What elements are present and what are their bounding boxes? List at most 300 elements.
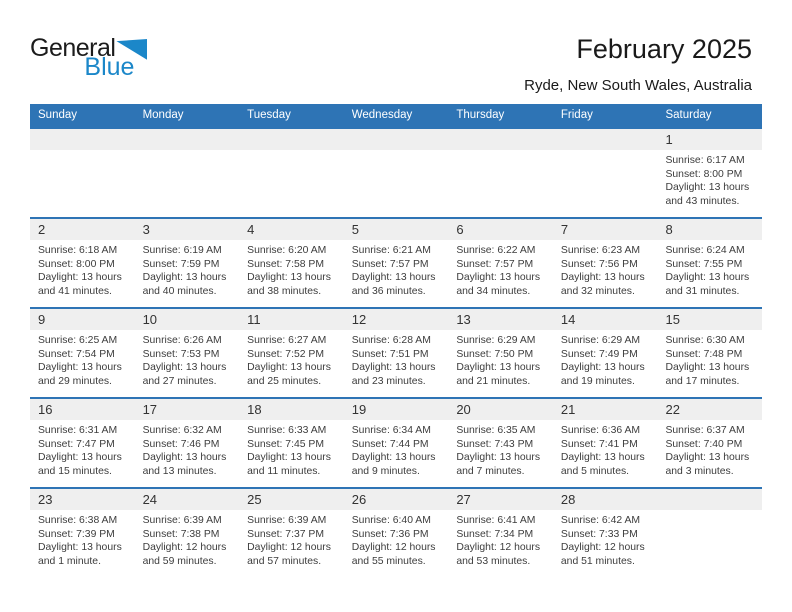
day-cell-9 [30,309,135,397]
daylight-line [38,271,130,298]
day-number: 3 [135,219,240,240]
sunrise-value: 6:28 AM [392,335,431,346]
daylight-label: Daylight: [142,542,184,553]
daylight-label: Daylight: [456,542,497,553]
day-number: 7 [553,219,658,240]
sunrise-line [247,424,339,438]
daylight-label: Daylight: [38,272,79,283]
daylight-label: Daylight: [456,272,497,283]
day-details [344,510,449,568]
sunset-label: Sunset: [351,258,387,270]
day-cell-6 [448,219,553,307]
day-number: 5 [344,219,449,240]
sunset-label: Sunset: [665,258,701,270]
sunrise-label: Sunrise: [456,425,495,436]
sunrise-line [38,514,130,528]
day-number: 10 [135,309,240,330]
daylight-label: Daylight: [247,452,288,463]
day-details [553,420,658,478]
daylight-label: Daylight: [351,452,393,463]
sunrise-line [665,244,757,258]
sunrise-line [352,244,444,258]
sunset-line [456,348,548,362]
sunrise-line [561,244,653,258]
sunrise-line [38,334,130,348]
sunset-label: Sunset: [560,528,597,540]
weekday-saturday: Saturday [665,109,712,121]
day-number: 16 [30,399,135,420]
day-number: 15 [657,309,762,330]
sunrise-value: 6:19 AM [183,245,222,256]
sunset-line [247,528,339,542]
sunset-label: Sunset: [142,438,178,450]
sunrise-label: Sunrise: [456,335,495,346]
daylight-value: 13 hours and 38 minutes. [247,272,331,297]
sunset-line [143,258,235,272]
day-number: 1 [657,129,762,150]
sunset-line [561,438,653,452]
daylight-line [352,271,444,298]
day-cell-empty [135,129,240,217]
sunset-line [665,348,757,362]
sunrise-value: 6:23 AM [601,245,641,256]
day-number: 23 [30,489,135,510]
daylight-line [247,541,339,568]
day-number: 12 [344,309,449,330]
sunrise-line [561,424,653,438]
daylight-value: 13 hours and 3 minutes. [665,452,750,477]
weekday-header-row [30,104,762,127]
sunset-value: 7:56 PM [599,258,638,270]
day-cell-22 [657,399,762,487]
calendar-table [30,104,762,577]
daylight-label: Daylight: [351,362,393,373]
sunset-value: 7:47 PM [76,438,115,450]
day-details [553,240,658,298]
general-blue-logo [30,34,147,82]
logo-text-general: General [30,34,116,62]
sunrise-label: Sunrise: [665,155,704,166]
day-number: 17 [135,399,240,420]
sunrise-label: Sunrise: [560,335,600,346]
sunset-value: 7:57 PM [389,258,429,270]
daylight-line [561,541,653,568]
sunrise-line [247,334,339,348]
day-cell-16 [30,399,135,487]
day-cell-empty [344,129,449,217]
day-cell-12 [344,309,449,397]
day-cell-empty [657,489,762,577]
daylight-label: Daylight: [560,272,602,283]
day-details [657,330,762,388]
sunset-label: Sunset: [456,348,492,360]
daylight-value: 13 hours and 27 minutes. [142,362,227,387]
sunset-line [38,258,130,272]
sunrise-label: Sunrise: [38,335,77,346]
sunset-line [143,348,235,362]
sunset-value: 7:54 PM [76,348,115,360]
day-number: 21 [553,399,658,420]
day-cell-25 [239,489,344,577]
day-number [239,129,344,150]
weekday-friday: Friday [560,109,593,121]
daylight-line [352,451,444,478]
day-details [344,420,449,478]
daylight-label: Daylight: [351,272,393,283]
daylight-label: Daylight: [665,182,706,193]
day-cell-empty [30,129,135,217]
daylight-label: Daylight: [247,272,288,283]
daylight-label: Daylight: [142,452,184,463]
day-cell-15 [657,309,762,397]
day-number [448,129,553,150]
sunrise-value: 6:17 AM [706,155,745,166]
daylight-line [456,451,548,478]
sunset-value: 7:46 PM [180,438,220,450]
sunrise-line [665,334,757,348]
sunrise-label: Sunrise: [38,515,77,526]
sunset-value: 8:00 PM [703,168,743,180]
daylight-label: Daylight: [38,362,79,373]
day-details [657,150,762,208]
sunrise-label: Sunrise: [665,245,704,256]
sunset-line [561,258,653,272]
day-number: 13 [448,309,553,330]
daylight-value: 13 hours and 43 minutes. [665,182,750,207]
day-number: 2 [30,219,135,240]
sunrise-label: Sunrise: [560,515,600,526]
day-cell-13 [448,309,553,397]
sunrise-value: 6:30 AM [706,335,745,346]
sunset-label: Sunset: [351,528,387,540]
daylight-line [456,361,548,388]
daylight-line [352,541,444,568]
sunrise-value: 6:40 AM [392,515,431,526]
day-number [30,129,135,150]
weekday-monday: Monday [142,109,184,121]
day-details [657,240,762,298]
sunset-value: 7:33 PM [599,528,638,540]
day-number [657,489,762,510]
day-number: 26 [344,489,449,510]
day-cell-1 [657,129,762,217]
day-number: 6 [448,219,553,240]
sunset-label: Sunset: [38,348,74,360]
day-cell-14 [553,309,658,397]
sunset-value: 7:55 PM [703,258,743,270]
day-details [30,240,135,298]
day-number: 22 [657,399,762,420]
sunrise-line [38,244,130,258]
sunset-label: Sunset: [560,348,597,360]
sunrise-line [561,514,653,528]
sunset-line [143,528,235,542]
sunset-line [561,348,653,362]
daylight-value: 12 hours and 55 minutes. [351,542,436,567]
sunrise-label: Sunrise: [142,335,181,346]
sunrise-value: 6:37 AM [706,425,745,436]
sunset-line [456,528,548,542]
daylight-line [561,451,653,478]
sunset-line [143,438,235,452]
sunrise-label: Sunrise: [351,335,390,346]
day-cell-3 [135,219,240,307]
sunrise-value: 6:42 AM [601,515,641,526]
sunset-value: 7:53 PM [180,348,220,360]
day-cell-21 [553,399,658,487]
sunrise-label: Sunrise: [247,335,286,346]
daylight-value: 13 hours and 15 minutes. [38,452,122,477]
day-cell-4 [239,219,344,307]
daylight-line [38,541,130,568]
sunset-line [352,258,444,272]
sunrise-line [352,424,444,438]
sunset-label: Sunset: [142,528,178,540]
daylight-value: 13 hours and 11 minutes. [247,452,331,477]
day-cell-23 [30,489,135,577]
day-cell-7 [553,219,658,307]
daylight-line [665,451,757,478]
daylight-line [665,361,757,388]
sunrise-line [38,424,130,438]
daylight-value: 13 hours and 34 minutes. [456,272,541,297]
sunrise-line [665,424,757,438]
sunset-line [665,258,757,272]
sunrise-value: 6:35 AM [497,425,536,436]
day-number: 25 [239,489,344,510]
weekday-thursday: Thursday [456,109,505,121]
daylight-label: Daylight: [560,362,602,373]
sunset-label: Sunset: [560,258,597,270]
sunrise-label: Sunrise: [247,245,286,256]
sunset-label: Sunset: [247,348,283,360]
day-cell-17 [135,399,240,487]
sunrise-line [143,334,235,348]
sunset-label: Sunset: [142,258,178,270]
daylight-line [665,181,757,208]
daylight-label: Daylight: [247,362,288,373]
weekday-wednesday: Wednesday [351,109,413,121]
sunrise-label: Sunrise: [247,515,286,526]
daylight-line [247,361,339,388]
day-cell-27 [448,489,553,577]
daylight-value: 12 hours and 53 minutes. [456,542,541,567]
day-number: 27 [448,489,553,510]
sunset-value: 7:34 PM [494,528,534,540]
sunrise-line [143,244,235,258]
day-cell-18 [239,399,344,487]
sunrise-label: Sunrise: [351,245,390,256]
sunset-line [352,438,444,452]
sunrise-value: 6:34 AM [392,425,431,436]
daylight-value: 13 hours and 5 minutes. [560,452,645,477]
logo-text-blue: Blue [84,53,135,81]
title-block [524,34,752,94]
daylight-line [143,361,235,388]
sunrise-value: 6:32 AM [183,425,222,436]
day-details [344,240,449,298]
day-cell-empty [448,129,553,217]
day-details [448,510,553,568]
day-details [344,330,449,388]
sunrise-value: 6:29 AM [601,335,641,346]
week-row [30,217,762,307]
day-cell-empty [239,129,344,217]
daylight-line [143,541,235,568]
sunset-line [665,438,757,452]
sunset-label: Sunset: [456,438,492,450]
sunrise-value: 6:41 AM [497,515,536,526]
sunrise-line [352,514,444,528]
daylight-label: Daylight: [456,362,497,373]
daylight-line [561,271,653,298]
daylight-line [38,451,130,478]
sunset-value: 7:41 PM [599,438,638,450]
daylight-value: 12 hours and 59 minutes. [142,542,227,567]
day-number: 28 [553,489,658,510]
daylight-line [143,271,235,298]
sunrise-value: 6:39 AM [183,515,222,526]
sunset-label: Sunset: [38,528,74,540]
sunset-value: 7:58 PM [285,258,324,270]
daylight-line [456,541,548,568]
sunrise-label: Sunrise: [456,245,495,256]
day-details [30,420,135,478]
daylight-value: 13 hours and 9 minutes. [351,452,436,477]
daylight-line [456,271,548,298]
day-details [135,510,240,568]
sunrise-value: 6:20 AM [288,245,327,256]
day-cell-20 [448,399,553,487]
day-details [657,420,762,478]
sunset-line [247,348,339,362]
day-cell-empty [553,129,658,217]
sunrise-value: 6:29 AM [497,335,536,346]
sunset-label: Sunset: [665,168,701,180]
day-number: 14 [553,309,658,330]
day-details [30,330,135,388]
sunset-line [38,438,130,452]
sunrise-value: 6:26 AM [183,335,222,346]
sunset-label: Sunset: [142,348,178,360]
day-cell-5 [344,219,449,307]
sunrise-label: Sunrise: [560,425,600,436]
day-number [135,129,240,150]
sunset-value: 7:52 PM [285,348,324,360]
sunset-label: Sunset: [665,348,701,360]
day-cell-11 [239,309,344,397]
daylight-label: Daylight: [247,542,288,553]
sunset-line [665,168,757,182]
day-number: 18 [239,399,344,420]
daylight-label: Daylight: [142,362,184,373]
sunrise-line [456,334,548,348]
day-cell-28 [553,489,658,577]
day-details [135,240,240,298]
sunrise-label: Sunrise: [142,515,181,526]
sunset-value: 7:51 PM [389,348,429,360]
sunrise-line [456,424,548,438]
daylight-label: Daylight: [456,452,497,463]
week-row [30,487,762,577]
sunset-line [38,528,130,542]
daylight-value: 13 hours and 13 minutes. [142,452,227,477]
sunset-line [352,528,444,542]
sunset-label: Sunset: [38,438,74,450]
sunset-line [352,348,444,362]
sunset-line [456,438,548,452]
daylight-value: 13 hours and 36 minutes. [351,272,436,297]
sunset-line [456,258,548,272]
weekday-tuesday: Tuesday [247,109,291,121]
sunrise-value: 6:31 AM [79,425,118,436]
week-row [30,397,762,487]
day-cell-26 [344,489,449,577]
daylight-line [561,361,653,388]
sunrise-label: Sunrise: [560,245,600,256]
sunset-value: 7:50 PM [494,348,534,360]
sunrise-line [247,244,339,258]
daylight-label: Daylight: [38,452,79,463]
daylight-value: 13 hours and 17 minutes. [665,362,750,387]
sunset-value: 7:49 PM [599,348,638,360]
day-details [448,420,553,478]
daylight-value: 13 hours and 7 minutes. [456,452,541,477]
day-details [553,510,658,568]
week-row [30,127,762,217]
sunset-value: 7:39 PM [76,528,115,540]
daylight-value: 13 hours and 41 minutes. [38,272,122,297]
daylight-label: Daylight: [665,362,706,373]
sunset-value: 7:57 PM [494,258,534,270]
sunrise-label: Sunrise: [665,335,704,346]
sunrise-label: Sunrise: [665,425,704,436]
sunset-line [247,438,339,452]
sunrise-line [143,424,235,438]
day-details [239,420,344,478]
sunrise-label: Sunrise: [142,245,181,256]
day-cell-19 [344,399,449,487]
day-number: 9 [30,309,135,330]
sunrise-line [456,244,548,258]
sunrise-value: 6:18 AM [79,245,118,256]
sunrise-label: Sunrise: [142,425,181,436]
sunrise-label: Sunrise: [351,515,390,526]
day-number: 11 [239,309,344,330]
sunrise-value: 6:33 AM [288,425,327,436]
day-number: 8 [657,219,762,240]
sunset-label: Sunset: [351,348,387,360]
daylight-value: 13 hours and 25 minutes. [247,362,331,387]
day-details [30,510,135,568]
sunset-line [247,258,339,272]
sunset-label: Sunset: [351,438,387,450]
page-subtitle: Ryde, New South Wales, Australia [524,77,752,94]
day-details [448,330,553,388]
day-details [239,240,344,298]
sunset-value: 7:43 PM [494,438,534,450]
sunset-label: Sunset: [456,528,492,540]
day-cell-24 [135,489,240,577]
daylight-line [143,451,235,478]
daylight-line [247,271,339,298]
day-cell-10 [135,309,240,397]
day-details [135,330,240,388]
daylight-value: 13 hours and 1 minute. [38,542,122,567]
day-number: 4 [239,219,344,240]
sunset-label: Sunset: [247,258,283,270]
daylight-label: Daylight: [142,272,184,283]
